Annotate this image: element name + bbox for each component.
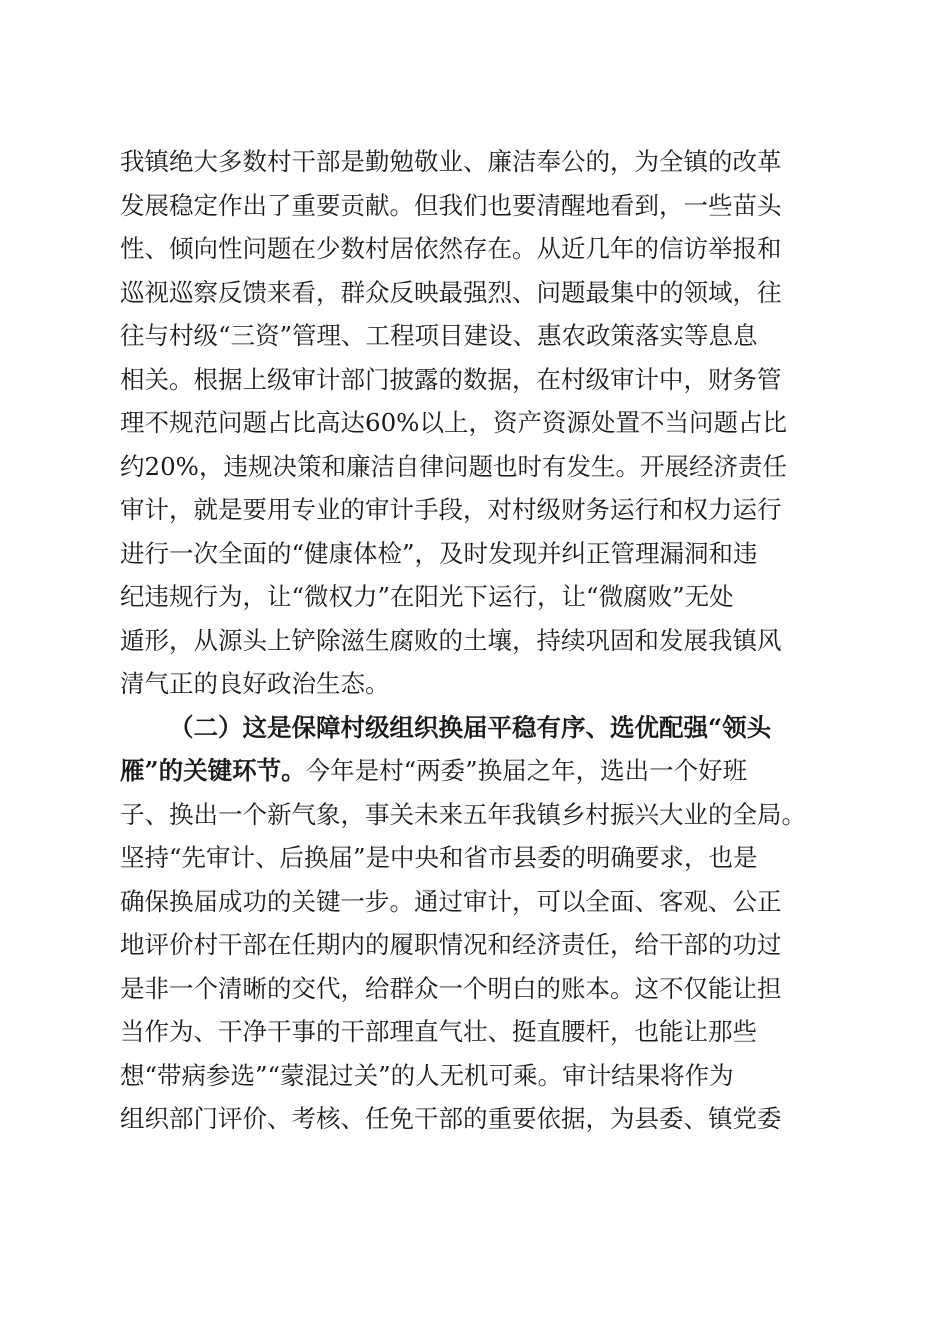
text-line: 我镇绝大多数村干部是勤勉敬业、廉洁奉公的，为全镇的改革 xyxy=(120,147,782,176)
section-heading: （二）这是保障村级组织换届平稳有序、选优配强“领头 xyxy=(169,712,772,742)
text-line xyxy=(120,749,840,793)
text-line: 子、换出一个新气象，事关未来五年我镇乡村振兴大业的全局。 xyxy=(120,799,806,829)
text-line: 坚持“先审计、后换届”是中央和省市县委的明确要求，也是 xyxy=(120,843,758,872)
text-line: 是非一个清晰的交代，给群众一个明白的账本。这不仅能让担 xyxy=(120,973,782,1003)
text-line: 相关。根据上级审计部门披露的数据，在村级审计中，财务管 xyxy=(120,364,782,394)
text-line: 往与村级“三资”管理、工程项目建设、惠农政策落实等息息 xyxy=(120,321,758,350)
text-line: 发展稳定作出了重要贡献。但我们也要清醒地看到，一些苗头 xyxy=(120,190,782,220)
text-line: 确保换届成功的关键一步。通过审计，可以全面、客观、公正 xyxy=(120,886,782,916)
text-line: 地评价村干部在任期内的履职情况和经济责任，给干部的功过 xyxy=(120,930,782,959)
text-line: 性、倾向性问题在少数村居依然存在。从近几年的信访举报和 xyxy=(120,234,782,263)
text-line: 进行一次全面的“健康体检”，及时发现并纠正管理漏洞和违 xyxy=(120,538,758,568)
text-line: 理不规范问题占比高达60%以上，资产资源处置不当问题占比 xyxy=(120,408,787,437)
text-line: 想“带病参选”“蒙混过关”的人无机可乘。审计结果将作为 xyxy=(120,1060,734,1090)
text-line: 当作为、干净干事的干部理直气壮、挺直腰杆，也能让那些 xyxy=(120,1017,757,1046)
text-line: 清气正的良好政治生态。 xyxy=(120,669,390,698)
text-line: 巡视巡察反馈来看，群众反映最强烈、问题最集中的领域，往 xyxy=(120,277,782,307)
document-body xyxy=(120,140,840,1141)
paragraph-1 xyxy=(120,140,840,706)
paragraph-2 xyxy=(120,706,840,1141)
text-line: 约20%，违规决策和廉洁自律问题也时有发生。开展经济责任 xyxy=(120,451,787,481)
text-line: 组织部门评价、考核、任免干部的重要依据，为县委、镇党委 xyxy=(120,1104,782,1133)
text-line: 审计，就是要用专业的审计手段，对村级财务运行和权力运行 xyxy=(120,495,782,524)
section-heading-continuation: 雁”的关键环节。 xyxy=(120,756,306,785)
text-segment: 今年是村“两委”换届之年，选出一个好班 xyxy=(305,756,748,785)
text-line: 纪违规行为，让“微权力”在阳光下运行，让“微腐败”无处 xyxy=(120,582,734,611)
text-line: 遁形，从源头上铲除滋生腐败的土壤，持续巩固和发展我镇风 xyxy=(120,625,782,655)
